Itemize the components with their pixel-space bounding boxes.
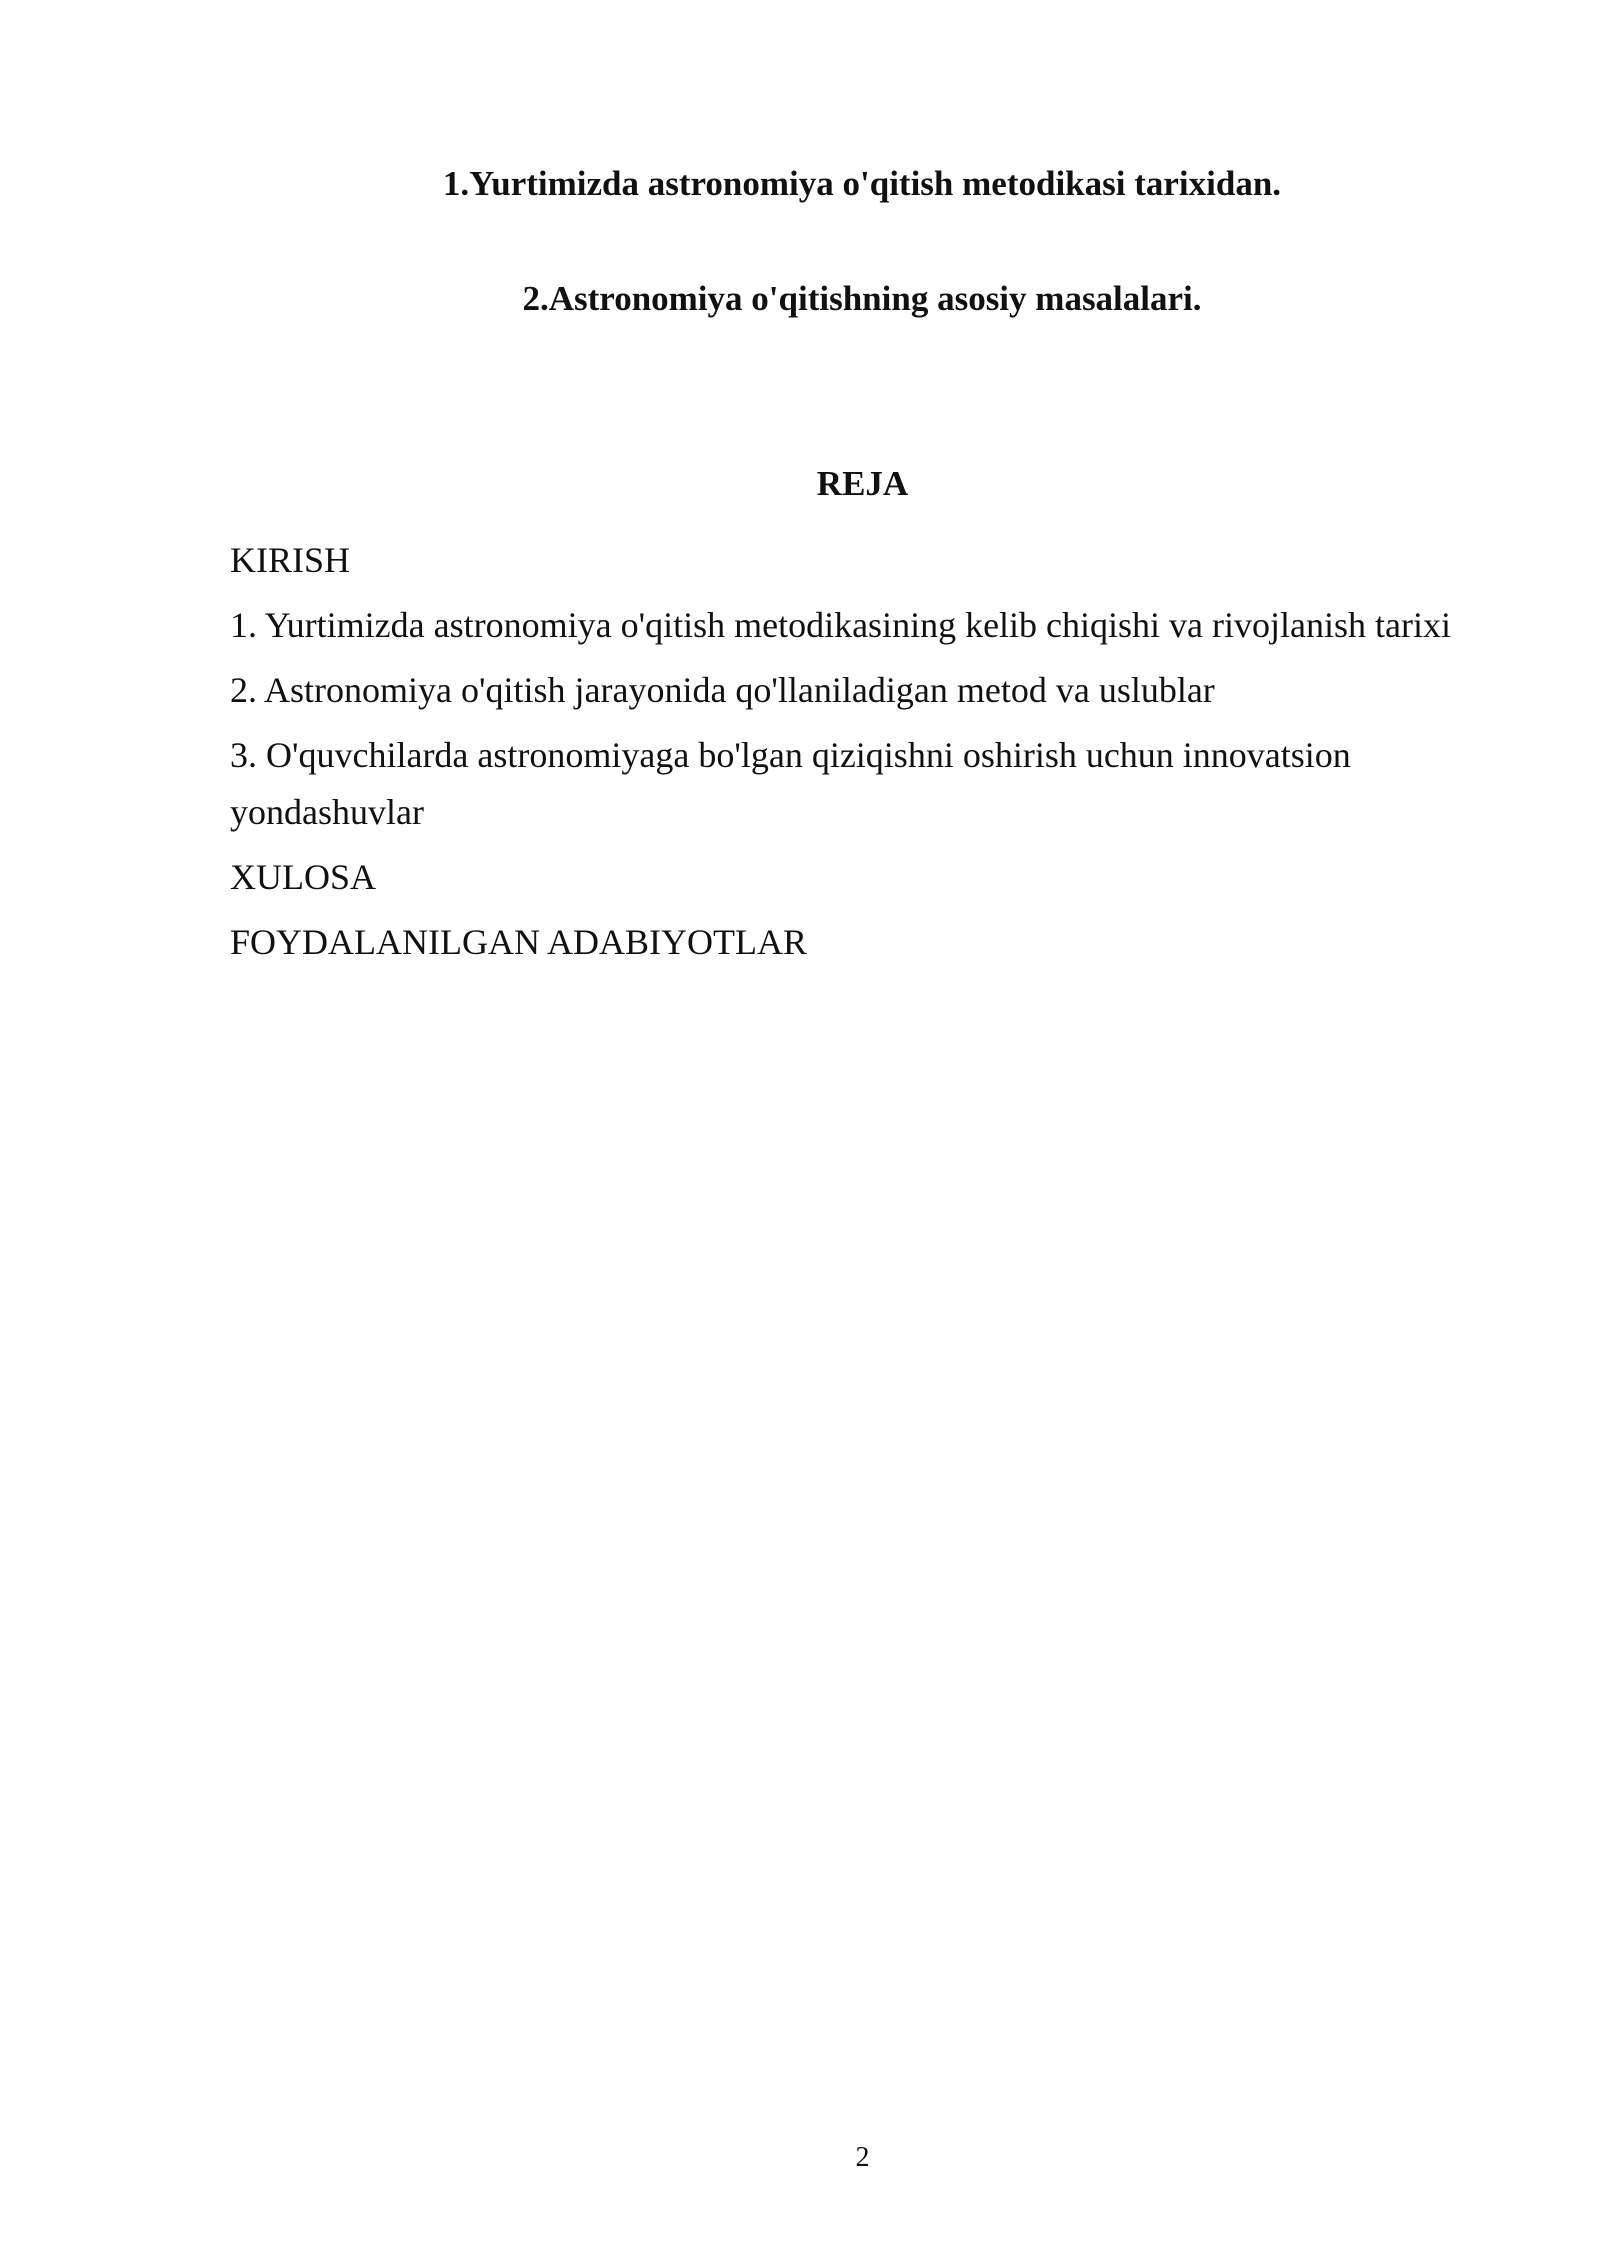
plan-list [230, 532, 1465, 979]
plan-item-xulosa: XULOSA [230, 857, 377, 897]
plan-item-adabiyotlar: FOYDALANILGAN ADABIYOTLAR [230, 922, 807, 962]
plan-item-2: 2. Astronomiya o'qitish jarayonida qo'llaniladigan metod va uslublar [230, 670, 1215, 710]
plan-title: REJA [816, 464, 909, 503]
plan-item-1: 1. Yurtimizda astronomiya o'qitish metodikasining kelib chiqishi va rivojlanish tarixi [230, 605, 1451, 645]
plan-item-3: 3. O'quvchilarda astronomiyaga bo'lgan qiziqishni oshirish uchun innovatsion yondashuvlar [230, 735, 1351, 832]
heading-2: 2.Astronomiya o'qitishning asosiy masalalari. [522, 279, 1202, 318]
page-number: 2 [855, 2142, 870, 2173]
heading-1: 1.Yurtimizda astronomiya o'qitish metodikasi tarixidan. [442, 164, 1282, 203]
plan-item-kirish: KIRISH [230, 540, 351, 580]
